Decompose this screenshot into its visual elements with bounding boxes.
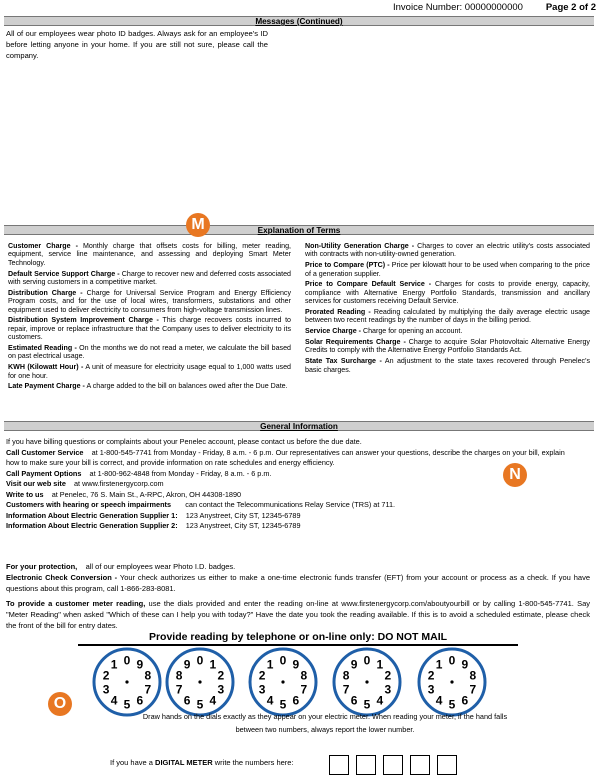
write-to-us: Write to us at Penelec, 76 S. Main St., A-RPC, Akron, OH 44308-1890 (6, 489, 242, 499)
meter-dial[interactable] (164, 646, 236, 718)
dial-number: 6 (350, 693, 358, 708)
dial-number: 2 (258, 668, 266, 683)
dial-number: 4 (209, 693, 217, 708)
dial-number: 3 (217, 682, 225, 697)
terms-left-column (8, 242, 291, 393)
supplier-2: Information About Electric Generation Supplier 2: 123 Anystreet, City ST, 12345-6789 (6, 521, 301, 530)
dial-number: 7 (342, 682, 350, 697)
dial-number: 4 (376, 693, 384, 708)
dial-number: 8 (342, 668, 350, 683)
dial-number: 7 (469, 682, 477, 697)
term-entry: Distribution System Improvement Charge - This charge recovers costs incurred to repair, improve or replace infrastructure that the Company uses to deliver electricity to its customers. (8, 316, 291, 342)
dial-number: 2 (217, 668, 225, 683)
dial-number: 6 (136, 693, 144, 708)
visit-web-site: Visit our web site at www.firstenergycorp.com (6, 479, 164, 488)
term-entry: KWH (Kilowatt Hour) - A unit of measure for electricity usage equal to 1,000 watts used for one hour. (8, 363, 291, 380)
dial-number: 9 (350, 657, 358, 672)
dial-number: 5 (123, 697, 131, 712)
meter-dial[interactable] (416, 646, 488, 718)
dial-number: 9 (292, 657, 300, 672)
term-entry: Prorated Reading - Reading calculated by multiplying the daily average electric usage between two recent readings by the number of days in the billing period. (305, 308, 590, 325)
dial-number: 1 (110, 657, 118, 672)
term-entry: Default Service Support Charge - Charge to recover new and deferred costs associated with serving customers in a competitive market. (8, 269, 291, 287)
dial-number: 6 (461, 693, 469, 708)
dial-number: 1 (266, 657, 274, 672)
dial-number: 4 (435, 693, 443, 708)
dial-number: 1 (209, 657, 217, 672)
dial-number: 7 (300, 682, 308, 697)
reading-title: Provide reading by telephone or on-line only: DO NOT MAIL (148, 631, 448, 643)
digital-digit-box-2[interactable] (356, 755, 376, 775)
dial-instructions-1: Draw hands on the dials exactly as they appear on your electric meter. When reading your meter, if the hand falls (142, 712, 508, 721)
digital-digit-box-3[interactable] (383, 755, 403, 775)
digital-digit-box-1[interactable] (329, 755, 349, 775)
dial-number: 9 (461, 657, 469, 672)
dial-number: 5 (363, 697, 371, 712)
dial-number: 4 (110, 693, 118, 708)
dial-number: 6 (292, 693, 300, 708)
general-intro: If you have billing questions or complaints about your Penelec account, please contact us before the due date. (6, 437, 362, 446)
invoice-number: Invoice Number: 00000000000 (393, 2, 523, 13)
digital-meter-label: If you have a DIGITAL METER write the numbers here: (110, 758, 294, 767)
term-entry: Price to Compare Default Service - Charges for costs to provide energy, capacity, compliance with Alternative Energy Portfolio Standards, transmission and ancillary services for customers receiving Default Service. (305, 280, 590, 306)
term-entry: Distribution Charge - Charge for Universal Service Program and Energy Efficiency Program costs, and for the use of local wires, transformers, substations and other equipment used to deliver electricity to consumers from high-voltage transmission lines. (8, 288, 291, 314)
protection-note: For your protection, all of our employees wear Photo I.D. badges. (6, 562, 236, 571)
dial-number: 0 (123, 653, 131, 668)
dial-number: 9 (183, 657, 191, 672)
dial-instructions-2: between two numbers, always report the lower number. (235, 725, 415, 734)
digital-digit-box-5[interactable] (437, 755, 457, 775)
meter-reading-note: To provide a customer meter reading, use the dials provided and enter the reading on-line at www.firstenergycorp.com/aboutyourbill or by calling 1-800-545-7741. Say "Meter Reading" when asked "Which of these can I help you with today?" Have the date you took the reading available. If this is to avoid a scheduled estimate, please check the front of the bill for entry dates. (6, 599, 590, 630)
dial-number: 2 (427, 668, 435, 683)
dial-number: 6 (183, 693, 191, 708)
dial-number: 0 (363, 653, 371, 668)
dial-number: 8 (175, 668, 183, 683)
messages-body: All of our employees wear photo ID badges. Always ask for an employee's ID before letting anyone in your home. If you are still not sure, please call the company. (6, 29, 268, 60)
dial-number: 8 (300, 668, 308, 683)
term-entry: Customer Charge - Monthly charge that offsets costs for billing, meter reading, equipment, service line maintenance, and assessing and deploying Smart Meter Technology. (8, 242, 291, 267)
meter-dial[interactable] (247, 646, 319, 718)
term-entry: State Tax Surcharge - An adjustment to the state taxes recovered through Penelec's basic charges. (305, 357, 590, 374)
term-entry: Late Payment Charge - A charge added to the bill on balances owed after the Due Date. (8, 382, 288, 391)
dial-number: 0 (448, 653, 456, 668)
hearing-impairments: Customers with hearing or speech impairments can contact the Telecommunications Relay Service (TRS) at 711. (6, 500, 396, 509)
badge-n: N (503, 463, 527, 487)
term-entry: Estimated Reading - On the months we do not read a meter, we calculate the bill based on past electrical usage. (8, 344, 291, 361)
term-entry: Price to Compare (PTC) - Price per kilowatt hour to be used when comparing to the price of a generation supplier. (305, 261, 590, 278)
badge-m: M (186, 213, 210, 237)
dial-number: 8 (144, 668, 152, 683)
meter-dial[interactable] (91, 646, 163, 718)
general-section-bar (4, 421, 594, 431)
general-title: General Information (260, 422, 338, 431)
dial-number: 3 (258, 682, 266, 697)
terms-section-bar (4, 225, 594, 235)
dial-number: 4 (266, 693, 274, 708)
term-entry: Service Charge - Charge for opening an account. (305, 327, 463, 336)
digital-digit-box-4[interactable] (410, 755, 430, 775)
dial-number: 7 (144, 682, 152, 697)
dial-number: 3 (102, 682, 110, 697)
call-payment-options: Call Payment Options at 1-800-962-4848 from Monday - Friday, 8 a.m. - 6 p.m. (6, 468, 272, 478)
dial-number: 8 (469, 668, 477, 683)
page-number: Page 2 of 2 (545, 2, 596, 13)
dial-number: 3 (427, 682, 435, 697)
page-header (0, 2, 600, 14)
dial-number: 0 (196, 653, 204, 668)
dial-number: 7 (175, 682, 183, 697)
eft-note: Electronic Check Conversion - Your check authorizes us either to make a one-time electronic funds transfer (EFT) from your account or process as a check. If you have questions about this program, call 1-866-283-8081. (6, 573, 590, 593)
dial-number: 2 (102, 668, 110, 683)
terms-title: Explanation of Terms (257, 226, 341, 235)
meter-dial[interactable] (331, 646, 403, 718)
messages-section-bar (4, 16, 594, 26)
dial-number: 1 (435, 657, 443, 672)
term-entry: Non-Utility Generation Charge - Charges to cover an electric utility's costs associated with contracts with non-utility-owned generation. (305, 242, 590, 259)
dial-number: 9 (136, 657, 144, 672)
dial-number: 1 (376, 657, 384, 672)
dial-number: 5 (279, 697, 287, 712)
call-customer-service: Call Customer Service at 1-800-545-7741 from Monday - Friday, 8 a.m. - 6 p.m. Our representatives can answer your questions, describe the charges on your bill, explain how to make sure your bill is correct, and provide information on rate schedules and energy efficiency. (6, 447, 565, 467)
dial-number: 5 (196, 697, 204, 712)
dial-number: 2 (384, 668, 392, 683)
general-info (6, 437, 566, 532)
terms-right-column (305, 242, 590, 376)
messages-title: Messages (Continued) (255, 17, 343, 26)
supplier-1: Information About Electric Generation Supplier 1: 123 Anystreet, City ST, 12345-6789 (6, 510, 301, 520)
badge-o: O (48, 692, 72, 716)
dial-number: 3 (384, 682, 392, 697)
dial-number: 5 (448, 697, 456, 712)
term-entry: Solar Requirements Charge - Charge to acquire Solar Photovoltaic Alternative Energy Credits to comply with the Alternative Energy Portfolio Standards Act. (305, 338, 590, 355)
dial-number: 0 (279, 653, 287, 668)
